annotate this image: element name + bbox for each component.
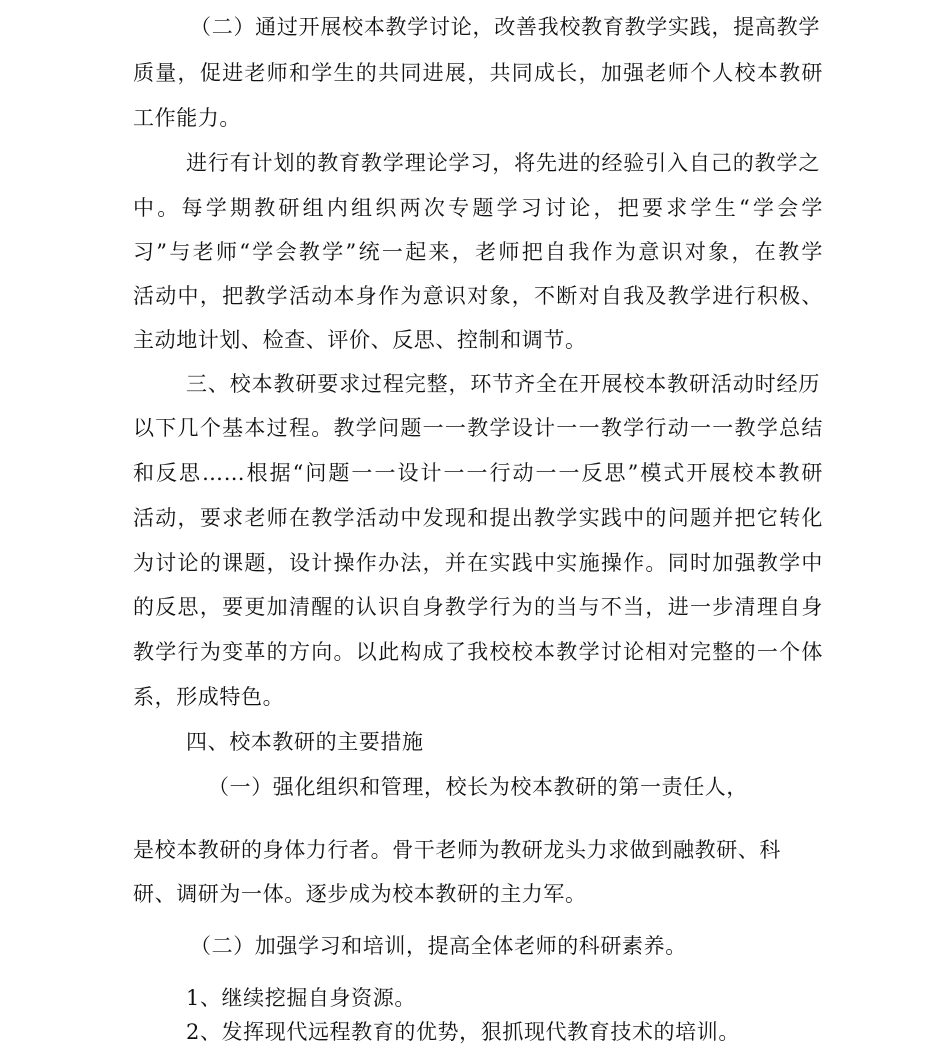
paragraph-line: 和反思……根据“问题一一设计一一行动一一反思”模式开展校本教研	[133, 461, 823, 485]
paragraph-line: （二）通过开展校本教学讨论，改善我校教育教学实践，提高教学	[190, 15, 820, 39]
paragraph-line: 为讨论的课题，设计操作办法，并在实践中实施操作。同时加强教学中	[133, 551, 823, 575]
paragraph-line: 教学行为变革的方向。以此构成了我校校本教学讨论相对完整的一个体	[133, 640, 823, 664]
paragraph-line: 主动地计划、检查、评价、反思、控制和调节。	[133, 328, 587, 352]
paragraph-line: 研、调研为一体。逐步成为校本教研的主力军。	[133, 882, 587, 906]
paragraph-line: （二）加强学习和培训，提高全体老师的科研素养。	[190, 934, 687, 958]
paragraph-line: 中。每学期教研组内组织两次专题学习讨论，把要求学生“学会学	[133, 196, 823, 220]
paragraph-line: 活动中，把教学活动本身作为意识对象，不断对自我及教学进行积极、	[133, 284, 823, 308]
list-item: 2、发挥现代远程教育的优势，狠抓现代教育技术的培训。	[186, 1020, 740, 1044]
paragraph-line: 习”与老师“学会教学”统一起来，老师把自我作为意识对象，在教学	[133, 240, 823, 264]
section-heading: 四、校本教研的主要措施	[186, 730, 424, 754]
paragraph-line: 的反思，要更加清醒的认识自身教学行为的当与不当，进一步清理自身	[133, 595, 823, 619]
list-item: 1、继续挖掘自身资源。	[186, 986, 416, 1010]
paragraph-line: 工作能力。	[133, 106, 241, 130]
paragraph-line: 系，形成特色。	[133, 685, 285, 709]
paragraph-line: 进行有计划的教育教学理论学习，将先进的经验引入自己的教学之	[186, 151, 820, 175]
paragraph-line: 质量，促进老师和学生的共同进展，共同成长，加强老师个人校本教研	[133, 61, 823, 85]
paragraph-line: 以下几个基本过程。教学问题一一教学设计一一教学行动一一教学总结	[133, 416, 823, 440]
paragraph-line: 三、校本教研要求过程完整，环节齐全在开展校本教研活动时经历	[186, 372, 820, 396]
paragraph-line: （一）强化组织和管理，校长为校本教研的第一责任人，	[208, 775, 748, 799]
paragraph-line: 是校本教研的身体力行者。骨干老师为教研龙头力求做到融教研、科	[133, 838, 781, 862]
paragraph-line: 活动，要求老师在教学活动中发现和提出教学实践中的问题并把它转化	[133, 506, 823, 530]
